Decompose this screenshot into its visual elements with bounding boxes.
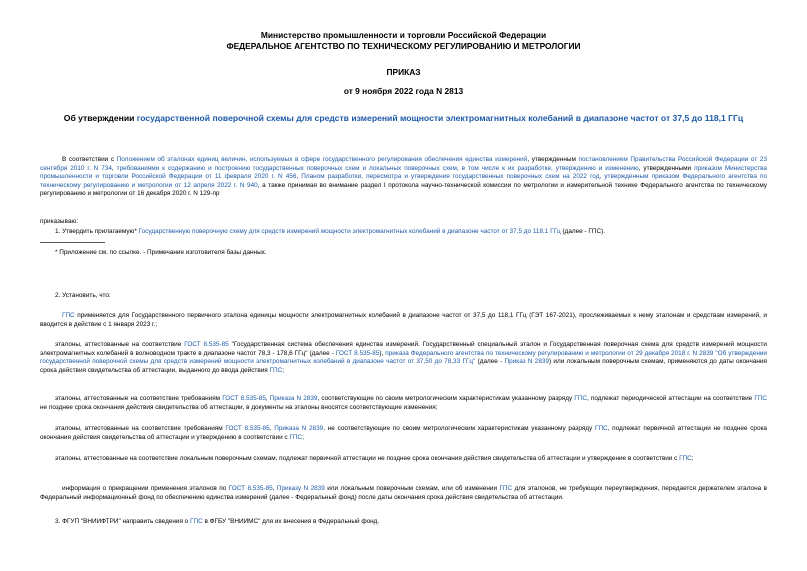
paragraph-text: 3. ФГУП "ВНИИФТРИ" направить сведения о (55, 518, 191, 525)
paragraph-text: ) или локальным поверочным схемам, применяются до даты окончания срока действия свидетельства об аттестации, выданного до ввода действия (40, 358, 767, 374)
item-1 (40, 228, 767, 237)
etalons-paragraph-1 (40, 341, 767, 375)
link-etalon-regulation[interactable]: Положением об эталонах единиц величин, используемых в сфере государственного регулирования обеспечения единства измерений (116, 156, 528, 163)
paragraph-text: не позднее срока окончания действия свидетельства об аттестации, в документы на эталоны вносятся соответствующие изменения; (40, 403, 438, 411)
link-development-plan[interactable]: Планом разработки, пересмотра и утверждения государственных поверочных схем на 2022 год, утвержденным приказом Федерального агентства по техническому регулированию и метрологии от 12 апреля 2022 г. N 940 (40, 173, 768, 189)
link-gost[interactable]: ГОСТ 8.535-85 (225, 425, 270, 432)
gps-paragraph (40, 312, 767, 329)
link-order-2839-short[interactable]: Приказа N 2839 (274, 425, 324, 432)
footnote-divider (40, 242, 105, 243)
gps-paragraph-text: применяется для Государственного первичного эталона единицы мощности электромагнитных колебаний в диапазоне частот от 37,5 до 118,1 ГГц (ГЭТ 167-2021), прослеживаемых к нему эталонам и средствам измерений, и вводится в действие с 1 января 2023 г.; (40, 312, 767, 328)
title-prefix: Об утверждении (63, 113, 137, 123)
paragraph-text: , подлежат периодической аттестации на соответствие (586, 395, 755, 402)
link-gost[interactable]: ГОСТ 8.535-85 (222, 395, 266, 402)
item-1-text: 1. Утвердить прилагаемую* (55, 228, 139, 235)
paragraph-text: , (272, 485, 277, 492)
link-order-2839-short[interactable]: Приказа N 2839 (269, 395, 318, 402)
link-gost[interactable]: ГОСТ 8.535-85 (335, 349, 380, 357)
paragraph-text: или локальным поверочным схемам, или об изменении (324, 485, 500, 492)
paragraph-text: информация о прекращении применения эталонов по (62, 485, 229, 492)
link-gps[interactable]: ГПС (754, 395, 767, 402)
paragraph-text: эталоны, аттестованные на соответствие (55, 341, 185, 348)
link-gost[interactable]: ГОСТ 8.535-85 (228, 485, 273, 492)
paragraph-text: ; (691, 455, 694, 462)
link-order-2839-short[interactable]: Приказу N 2839 (276, 485, 325, 492)
paragraph-text: , соответствующие по своим метрологическим характеристикам указанному разряду (317, 395, 575, 402)
paragraph-text: эталоны, аттестованные на соответствие требованиям (55, 395, 223, 402)
link-gps[interactable]: ГПС (62, 312, 75, 319)
preamble-text: , (296, 173, 302, 181)
info-paragraph (40, 485, 767, 502)
preamble-text: В соответствии с (62, 156, 117, 163)
item-2: 2. Установить, что: (55, 292, 111, 299)
document-type: ПРИКАЗ (386, 67, 421, 77)
paragraph-text: ), (379, 349, 386, 357)
link-ministry-order[interactable]: приказом Министерства промышленности и торговли Российской Федерации от 11 февраля 2020 г. N 456 (40, 164, 767, 181)
link-gps[interactable]: ГПС (499, 485, 513, 492)
link-gps[interactable]: ГПС (679, 455, 692, 462)
paragraph-text: (далее - (475, 358, 505, 366)
document-title (40, 113, 767, 124)
footnote: * Приложение см. по ссылке. - Примечание изготовителя базы данных. (55, 249, 267, 256)
link-gps[interactable]: ГПС (594, 425, 608, 432)
link-gps[interactable]: ГПС (269, 366, 283, 374)
paragraph-text: "Государственная система обеспечения единства измерений. Государственный специальный эталон и Государственная поверочная схема для средств измерений мощности электромагнитных колебаний в волноводном тракте в диапазоне частот 78,3 - 178,6 ГГц" (далее - (40, 341, 767, 357)
preamble-text: , утвержденными (638, 164, 695, 172)
preamble-text: , утвержденным (527, 156, 579, 163)
etalons-paragraph-3 (40, 425, 767, 442)
paragraph-text: эталоны, аттестованные на соответствие локальным поверочным схемам, подлежат первичной аттестации не позднее срока окончания действия свидетельства об аттестации и утверждение в соответствии с (55, 455, 680, 462)
paragraph-text: , (269, 425, 275, 432)
paragraph-text: для эталонов, не требующих переутверждения, передается держателем эталона в Федеральный информационный фонд по обеспечению единства измерений (далее - Федеральный фонд) после даты окончания срока действия свидетельства об аттестации. (40, 485, 767, 501)
etalons-paragraph-2 (40, 395, 767, 412)
agency-name: ФЕДЕРАЛЬНОЕ АГЕНТСТВО ПО ТЕХНИЧЕСКОМУ РЕГУЛИРОВАНИЮ И МЕТРОЛОГИИ (226, 41, 581, 51)
paragraph-text: , подлежат первичной аттестации не позднее срока окончания действия свидетельства об аттестации и утверждению в соответствии с (40, 425, 767, 441)
link-gps[interactable]: ГПС (190, 518, 203, 525)
link-gps[interactable]: ГПС (574, 395, 587, 402)
preamble-text: , (111, 164, 117, 172)
preamble-paragraph (40, 156, 767, 199)
link-order-2839[interactable]: приказа Федерального агентства по техническому регулированию и метрологии от 29 декабря 2018 г. N 2839 "Об утверждении государственной поверочной схемы для средств измерений мощности электромагнитных колебаний в диапазоне частот от 37,50 до 78,33 ГГц" (40, 349, 767, 366)
link-government-resolution[interactable]: постановлением Правительства Российской Федерации от 23 сентября 2010 г. N 734 (40, 156, 767, 172)
orders-line: приказываю: (40, 218, 78, 225)
title-link[interactable]: государственной поверочной схемы для средств измерений мощности электромагнитных колебаний в диапазоне частот от 37,5 до 118,1 ГГц (136, 113, 744, 123)
paragraph-text: в ФГБУ "ВНИИМС" для их внесения в Федеральный фонд. (202, 518, 380, 525)
etalons-paragraph-4 (40, 455, 767, 464)
preamble-text: , а также принимая во внимание раздел I протокола научно-технической комиссии по метрологии и измерительной технике Федерального агентства по техническому регулированию и метрологии от 16 декабря 2020 г. N 129-пр (40, 181, 767, 198)
link-order-2839-short[interactable]: Приказ N 2839 (504, 358, 550, 366)
paragraph-text: , не соответствующие по своим метрологическим характеристикам указанному разряду (323, 425, 595, 432)
paragraph-text: эталоны, аттестованные на соответствие требованиям (55, 425, 226, 432)
ministry-name: Министерство промышленности и торговли Российской Федерации (260, 30, 547, 40)
link-gps[interactable]: ГПС (289, 433, 303, 441)
link-scheme-requirements[interactable]: требованиями к содержанию и построению государственных поверочных схем и локальных поверочных схем, в том числе к их разработке, утверждению и изменению (116, 164, 639, 172)
item-3 (40, 518, 767, 527)
paragraph-text: ; (302, 433, 304, 441)
link-gps-scheme[interactable]: Государственную поверочную схему для средств измерений мощности электромагнитных колебаний в диапазоне частот от 37,5 до 118,1 ГГц (138, 228, 561, 235)
paragraph-text: ; (282, 366, 284, 374)
item-1-text: (далее - ГПС). (560, 228, 605, 235)
paragraph-text: , (265, 395, 270, 402)
document-date-number: от 9 ноября 2022 года N 2813 (343, 86, 464, 96)
link-gost[interactable]: ГОСТ 8.535-85 (184, 341, 229, 348)
